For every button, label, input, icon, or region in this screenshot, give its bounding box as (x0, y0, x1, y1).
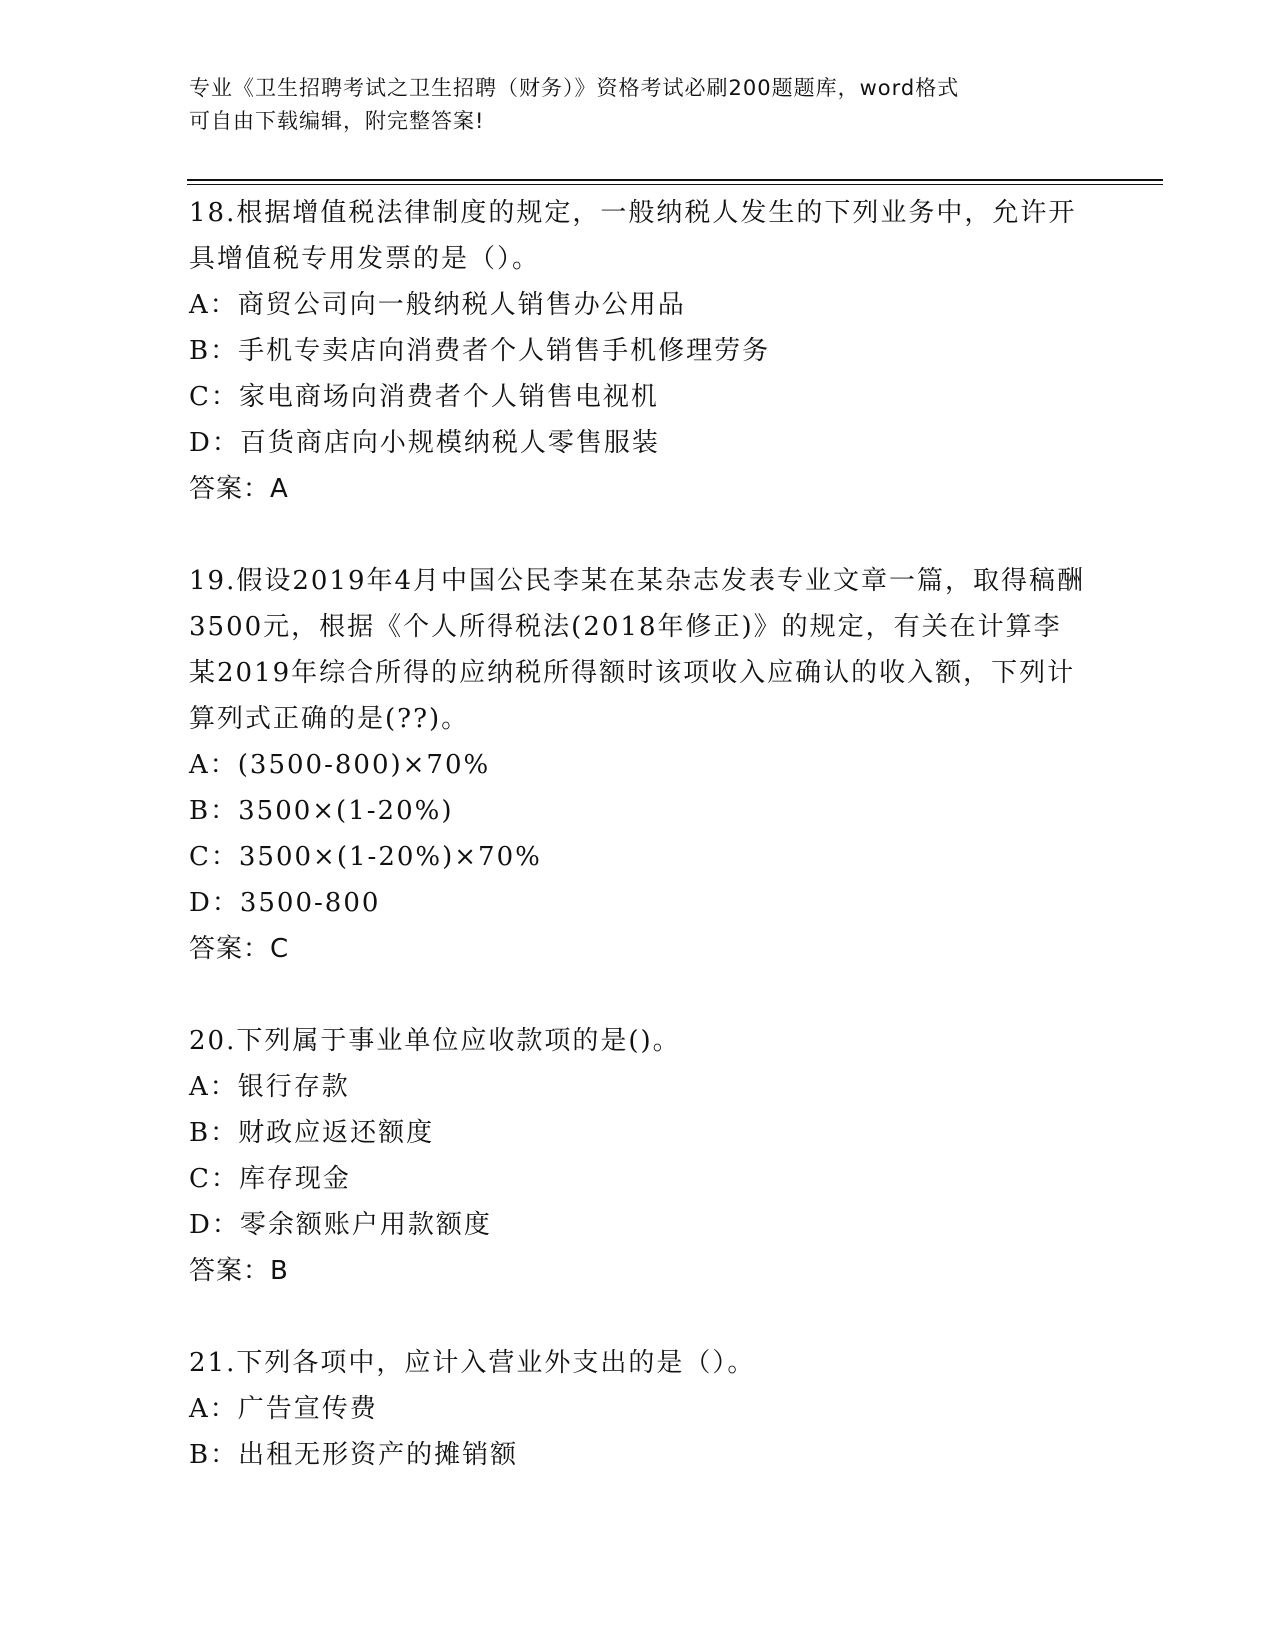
document-header (189, 72, 1089, 138)
answer-line: 答案：B (189, 1256, 289, 1286)
question-19 (189, 558, 1089, 972)
option-a: A：(3500-800)×70% (189, 750, 491, 780)
option-b: B：3500×(1-20%) (189, 796, 454, 826)
option-a: A：商贸公司向一般纳税人销售办公用品 (189, 290, 686, 320)
option-a: A：银行存款 (189, 1072, 350, 1102)
header-line-1: 专业《卫生招聘考试之卫生招聘（财务）》资格考试必刷200题题库，word格式 (189, 76, 960, 100)
question-stem: 20.下列属于事业单位应收款项的是()。 (189, 1026, 681, 1056)
option-c: C：家电商场向消费者个人销售电视机 (189, 382, 659, 412)
option-a: A：广告宣传费 (189, 1394, 378, 1424)
answer-line: 答案：A (189, 474, 289, 504)
option-b: B：手机专卖店向消费者个人销售手机修理劳务 (189, 336, 771, 366)
question-list (189, 190, 1089, 1478)
header-divider-thin (187, 184, 1163, 185)
option-d: D：零余额账户用款额度 (189, 1210, 492, 1240)
question-20 (189, 1018, 1089, 1294)
header-line-2: 可自由下载编辑，附完整答案! (189, 109, 485, 133)
answer-line: 答案：C (189, 934, 290, 964)
option-c: C：3500×(1-20%)×70% (189, 842, 542, 872)
question-18 (189, 190, 1089, 512)
option-b: B：出租无形资产的摊销额 (189, 1440, 519, 1470)
question-stem: 18.根据增值税法律制度的规定，一般纳税人发生的下列业务中，允许开具增值税专用发票的是（）。 (189, 198, 1077, 274)
question-stem: 21.下列各项中，应计入营业外支出的是（）。 (189, 1348, 756, 1378)
option-d: D：百货商店向小规模纳税人零售服装 (189, 428, 660, 458)
header-divider-thick (187, 179, 1163, 181)
question-21 (189, 1340, 1089, 1478)
question-stem: 19.假设2019年4月中国公民李某在某杂志发表专业文章一篇，取得稿酬3500元，根据《个人所得税法(2018年修正)》的规定，有关在计算李某2019年综合所得的应纳税所得额时该项收入应确认的收入额，下列计算列式正确的是(??)。 (189, 566, 1086, 734)
option-c: C：库存现金 (189, 1164, 351, 1194)
option-d: D：3500-800 (189, 888, 381, 918)
option-b: B：财政应返还额度 (189, 1118, 435, 1148)
